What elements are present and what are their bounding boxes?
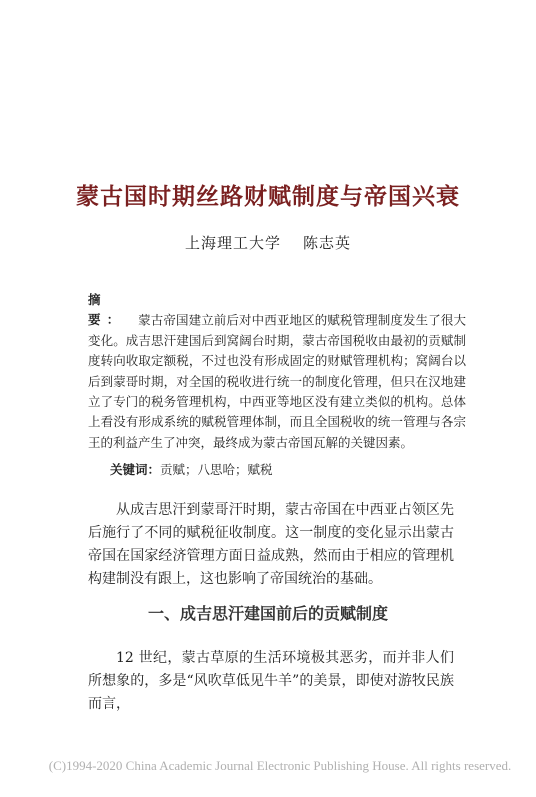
keywords-text: 贡赋；八思哈；赋税 bbox=[160, 462, 273, 477]
author-name: 陈志英 bbox=[303, 234, 352, 252]
author-affiliation: 上海理工大学 bbox=[184, 234, 281, 252]
section-heading: 一、成吉思汗建国前后的贡赋制度 bbox=[147, 604, 388, 623]
intro-paragraph: 从成吉思汗到蒙哥汗时期，蒙古帝国在中西亚占领区先后施行了不同的赋税征收制度。这一制度的变化显示出蒙古帝国在国家经济管理方面日益成熟，然而由于相应的管理机构建制没有跟上，这也影响了帝国统治的基础。 bbox=[88, 502, 454, 587]
copyright-watermark: (C)1994-2020 China Academic Journal Electronic Publishing House. All rights reserved. bbox=[48, 758, 512, 773]
abstract bbox=[88, 290, 466, 453]
author-byline bbox=[0, 232, 536, 253]
keywords bbox=[110, 460, 273, 480]
article-title: 蒙古国时期丝路财赋制度与帝国兴衰 bbox=[76, 184, 460, 210]
abstract-text: 蒙古帝国建立前后对中西亚地区的赋税管理制度发生了很大变化。成吉思汗建国后到窝阔台时期，蒙古帝国税收由最初的贡赋制度转向收取定额税，不过也没有形成固定的财赋管理机构；窝阔台以后到蒙哥时期，对全国的税收进行统一的制度化管理，但只在汉地建立了专门的税务管理机构，中西亚等地区没有建立类似的机构。总体上看没有形成系统的赋税管理体制，而且全国税收的统一管理与各宗王的利益产生了冲突，最终成为蒙古帝国瓦解的关键因素。 bbox=[88, 312, 466, 450]
keywords-label: 关键词： bbox=[110, 462, 161, 477]
section-paragraph: 12 世纪，蒙古草原的生活环境极其恶劣，而并非人们所想象的，多是“风吹草低见牛羊”的美景，即使对游牧民族而言， bbox=[88, 650, 454, 712]
abstract-label: 摘 要： bbox=[88, 292, 126, 328]
